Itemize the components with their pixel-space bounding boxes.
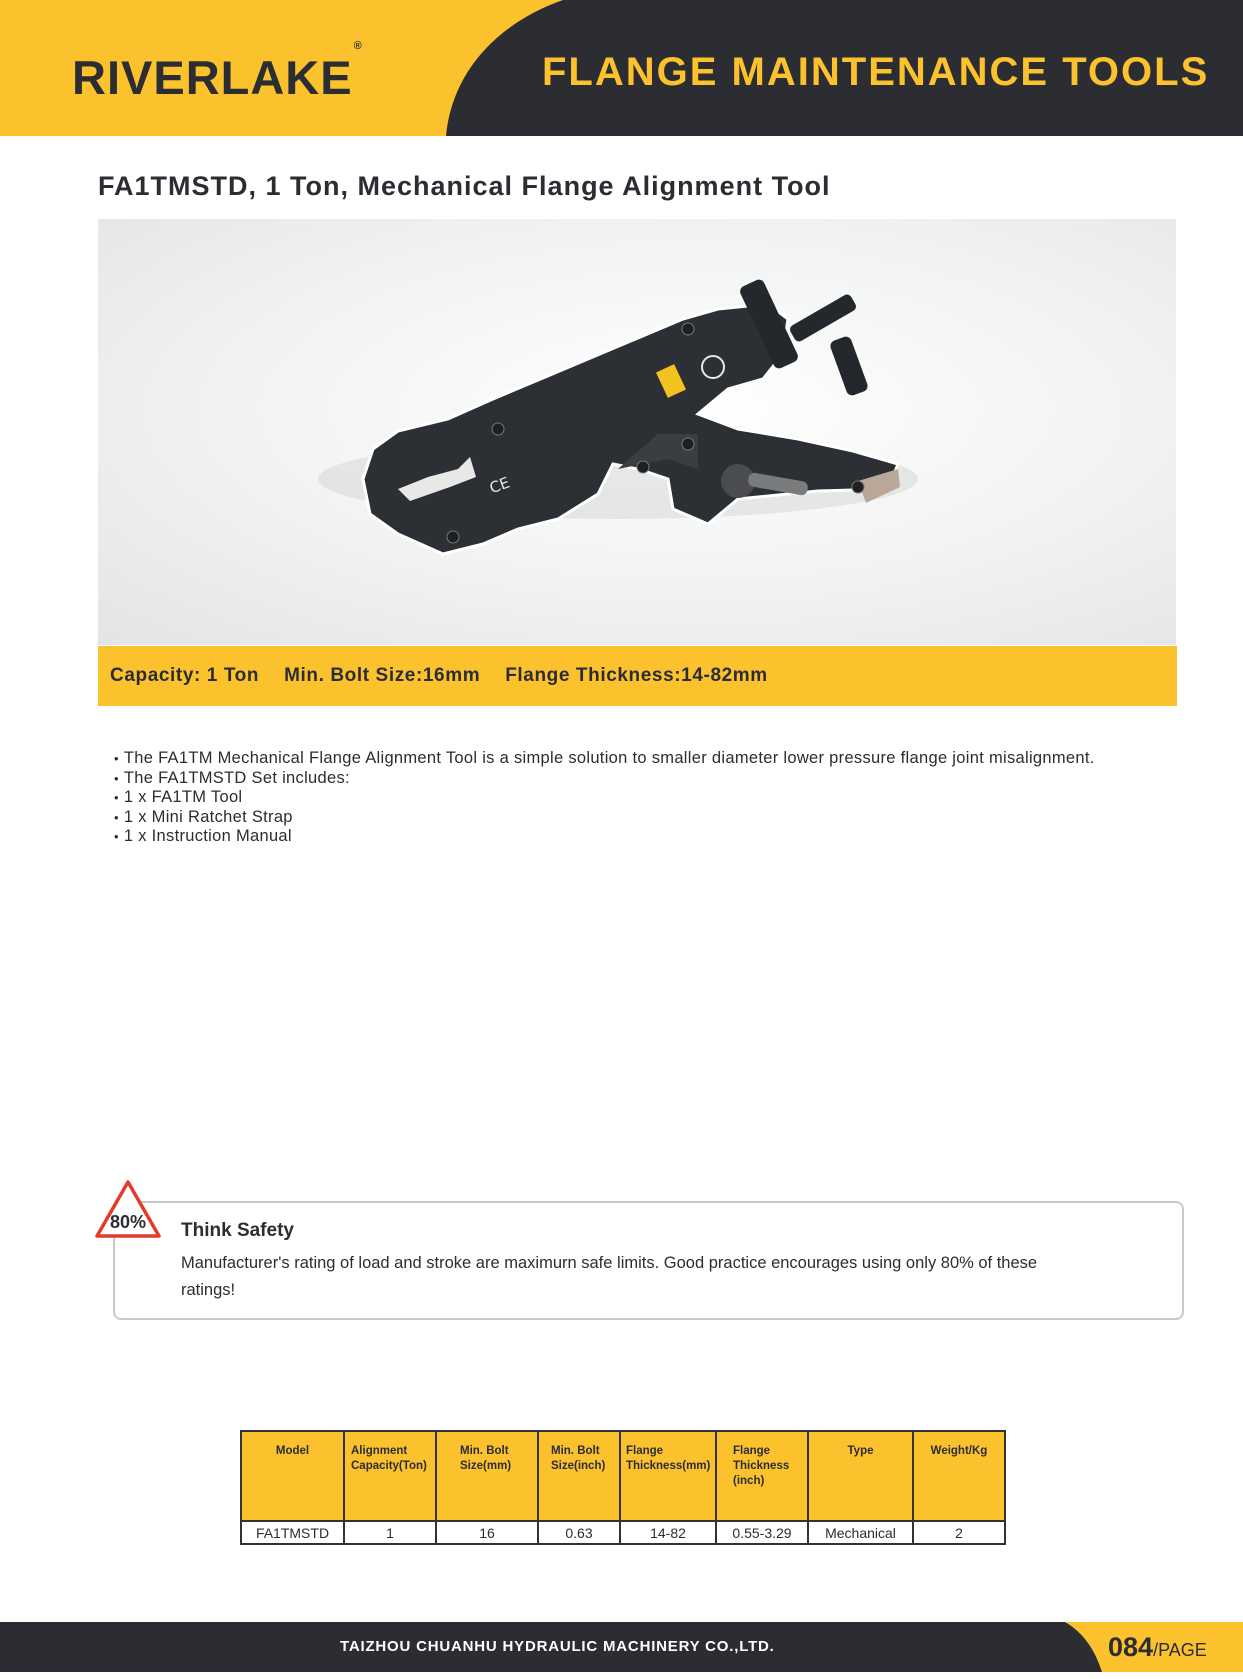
spec-capacity: Capacity: 1 Ton xyxy=(110,665,260,686)
product-title: FA1TMSTD, 1 Ton, Mechanical Flange Alignment Tool xyxy=(98,171,831,201)
table-cell: Mechanical xyxy=(808,1521,913,1544)
column-header: Min. Bolt Size(inch) xyxy=(538,1431,620,1521)
list-item: • 1 x FA1TM Tool xyxy=(114,788,1095,808)
table-cell: 16 xyxy=(436,1521,538,1544)
footer-company-name: TAIZHOU CHUANHU HYDRAULIC MACHINERY CO.,LTD. xyxy=(340,1638,775,1655)
spec-table xyxy=(240,1430,1006,1545)
safety-text: Manufacturer's rating of load and stroke are maximurn safe limits. Good practice encourages using only 80% of these ratings! xyxy=(181,1254,1038,1299)
list-item: • 1 x Instruction Manual xyxy=(114,827,1095,847)
warning-triangle-icon xyxy=(93,1178,163,1240)
list-item: • 1 x Mini Ratchet Strap xyxy=(114,808,1095,828)
section-title: FLANGE MAINTENANCE TOOLS xyxy=(542,50,1210,94)
table-cell: 2 xyxy=(913,1521,1005,1544)
column-header: Flange Thickness (inch) xyxy=(716,1431,808,1521)
list-item: • The FA1TM Mechanical Flange Alignment Tool is a simple solution to smaller diameter lower pressure flange joint misalignment. xyxy=(114,749,1095,769)
page-number: 084/PAGE xyxy=(1108,1632,1207,1662)
column-header: Type xyxy=(808,1431,913,1521)
spec-highlight-bar xyxy=(98,646,1177,706)
feature-list xyxy=(114,749,1095,847)
spec-min-bolt-size: Min. Bolt Size:16mm xyxy=(284,665,481,686)
table-header-row xyxy=(241,1431,1005,1521)
table-cell: 1 xyxy=(344,1521,436,1544)
spec-flange-thickness: Flange Thickness:14-82mm xyxy=(505,665,768,686)
product-photo xyxy=(98,219,1176,645)
list-item: • The FA1TMSTD Set includes: xyxy=(114,769,1095,789)
column-header: Weight/Kg xyxy=(913,1431,1005,1521)
alignment-tool-illustration xyxy=(98,219,1176,645)
table-cell: 14-82 xyxy=(620,1521,716,1544)
brand-logo: RIVERLAKE® xyxy=(72,40,363,104)
table-cell: FA1TMSTD xyxy=(241,1521,344,1544)
safety-title: Think Safety xyxy=(181,1220,294,1241)
column-header: Flange Thickness(mm) xyxy=(620,1431,716,1521)
safety-badge: 80% xyxy=(109,1212,147,1232)
table-cell: 0.55-3.29 xyxy=(716,1521,808,1544)
page-header xyxy=(0,0,1243,136)
column-header: Alignment Capacity(Ton) xyxy=(344,1431,436,1521)
table-row xyxy=(241,1521,1005,1544)
table-cell: 0.63 xyxy=(538,1521,620,1544)
svg-text:CE: CE xyxy=(487,473,512,498)
column-header: Model xyxy=(241,1431,344,1521)
page-footer xyxy=(0,1622,1243,1672)
column-header: Min. Bolt Size(mm) xyxy=(436,1431,538,1521)
